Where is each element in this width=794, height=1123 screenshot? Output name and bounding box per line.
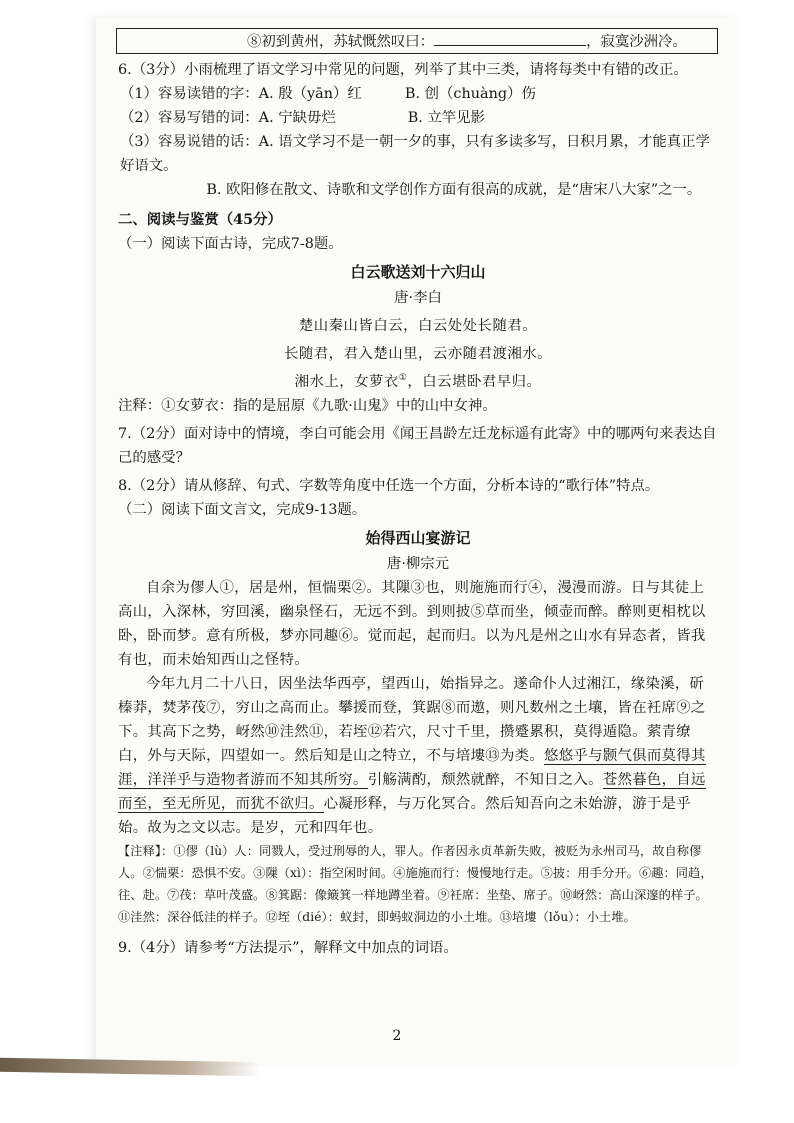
poem-author: 唐·李白 — [394, 290, 442, 306]
essay-paragraph-1: 自余为僇人①，居是州，恒惴栗②。其隟③也，则施施而行④，漫漫而游。日与其徒上高山，入深林，穷回溪，幽泉怪石，无远不到。到则披⑤草而坐，倾壶而醉。醉则更相枕以卧，卧而梦。意有所极，梦亦同趣⑥。觉而起，起而归。以为凡是州之山水有异态者，皆我有也，而未始知西山之怪特。 — [118, 580, 706, 668]
poem-note: 注释：①女萝衣：指的是屈原《九歌·山鬼》中的山中女神。 — [118, 398, 497, 414]
underlined-sentence-1: 悠悠乎与颢气俱而莫得其涯，洋洋乎与造物者游而不知其所穷。 — [118, 748, 706, 788]
page-number: 2 — [392, 1028, 402, 1044]
q6-stem: 6.（3分）小雨梳理了语文学习中常见的问题，列举了其中三类，请将每类中有错的改正。 — [118, 62, 688, 78]
poem-line-2: 长随君，君入楚山里，云亦随君渡湘水。 — [283, 346, 553, 362]
answer-blank[interactable] — [434, 31, 586, 46]
poem-line-1: 楚山秦山皆白云，白云处处长随君。 — [298, 318, 538, 334]
blank-prefix: ⑧初到黄州，苏轼慨然叹曰： — [247, 34, 435, 50]
essay-author: 唐·柳宗元 — [386, 556, 450, 572]
scan-border — [0, 1066, 794, 1123]
q9: 9.（4分）请参考“方法提示”，解释文中加点的词语。 — [118, 940, 458, 956]
poem-line-3: 湘水上，女萝衣①，白云堪卧君早归。 — [294, 373, 542, 390]
fill-blank-box — [116, 28, 718, 54]
q6-row1: （1）容易读错的字：A. 殷（yān）红 B. 创（chuàng）伤 — [120, 86, 536, 102]
q6-row3a: （3）容易说错的话：A. 语文学习不是一朝一夕的事，只有多读多写，日积月累，才能真正学好语文。 — [120, 134, 710, 174]
essay-paragraph-2: 今年九月二十八日，因坐法华西亭，望西山，始指异之。遂命仆人过湘江，缘染溪，斫榛莽，焚茅茷⑦，穷山之高而止。攀援而登，箕踞⑧而遨，则凡数州之土壤，皆在衽席⑨之下。其高下之势，岈然⑩洼然⑪，若垤⑫若穴，尺寸千里，攒蹙累积，莫得遁隐。萦青缭白，外与天际，四望如一。然后知是山之特立，不与培塿⑬为类。悠悠乎与颢气俱而莫得其涯，洋洋乎与造物者游而不知其所穷。引觞满酌，颓然就醉，不知日之入。苍然暮色，自远而至，至无所见，而犹不欲归。心凝形释，与万化冥合。然后知吾向之未始游，游于是乎始。故为之文以志。是岁，元和四年也。 — [118, 676, 706, 836]
part2-instruction: （二）阅读下面文言文，完成9-13题。 — [118, 502, 367, 518]
q6-row2: （2）容易写错的词：A. 宁缺毋烂 B. 立竿见影 — [120, 110, 486, 126]
q7: 7.（2分）面对诗中的情境，李白可能会用《闻王昌龄左迁龙标遥有此寄》中的哪两句来表达自己的感受？ — [118, 426, 717, 466]
q8: 8.（2分）请从修辞、句式、字数等角度中任选一个方面，分析本诗的“歌行体”特点。 — [118, 478, 660, 494]
q6-row3b: B. 欧阳修在散文、诗歌和文学创作方面有很高的成就，是“唐宋八大家”之一。 — [120, 182, 702, 198]
part1-instruction: （一）阅读下面古诗，完成7-8题。 — [118, 236, 343, 252]
blank-suffix: ，寂寞沙洲冷。 — [586, 34, 687, 50]
section-heading: 二、阅读与鉴赏（45分） — [118, 211, 282, 228]
essay-notes: 【注释】：①僇（lù）人：同戮人，受过刑辱的人，罪人。作者因永贞革新失败，被贬为永州司马，故自称僇人。②惴栗：恐惧不安。③隟（xì）：指空闲时间。④施施而行：慢慢地行走。⑤披：用手分开。⑥趣：同趋，往、赴。⑦茷：草叶茂盛。⑧箕踞：像簸箕一样地蹲坐着。⑨衽席：坐垫、席子。⑩岈然：高山深邃的样子。⑪洼然：深谷低洼的样子。⑫垤（dié）：蚁封，即蚂蚁洞边的小土堆。⑬培塿（lǒu）：小土堆。 — [118, 844, 713, 924]
exam-content — [118, 28, 718, 960]
poem-title: 白云歌送刘十六归山 — [350, 263, 486, 281]
underlined-sentence-2: 苍然暮色，自远而至，至无所见，而犹不欲归。 — [118, 772, 706, 812]
essay-title: 始得西山宴游记 — [365, 529, 471, 547]
